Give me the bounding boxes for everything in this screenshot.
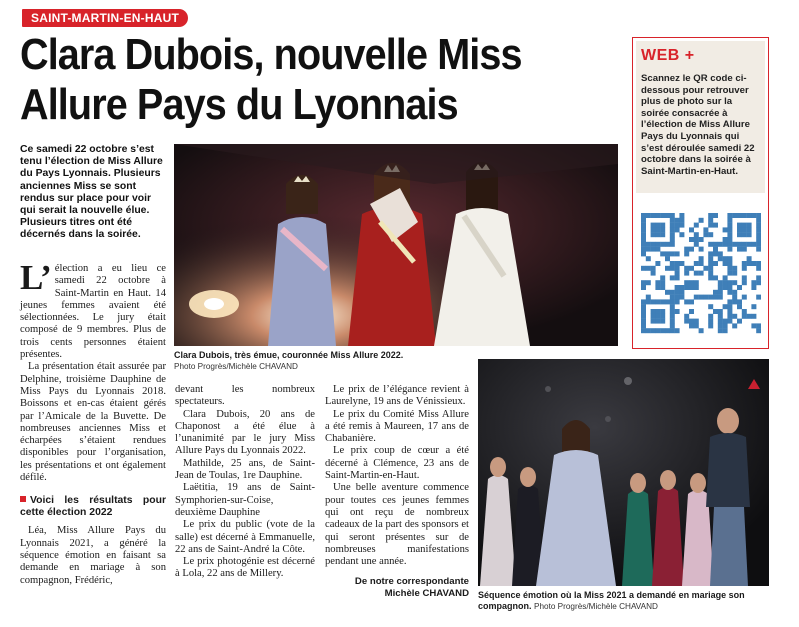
article-column-3 bbox=[325, 384, 469, 599]
headline: Clara Dubois, nouvelle Miss Allure Pays du Lyonnais bbox=[20, 30, 522, 129]
photo-proposal-caption: Séquence émotion où la Miss 2021 a demandé en mariage son compagnon. Photo Progrès/Michèle CHAVAND bbox=[478, 590, 745, 611]
photo-crowning bbox=[174, 144, 618, 346]
web-plus-box bbox=[636, 41, 765, 193]
article-lead: Ce samedi 22 octobre s’est tenu l’élection de Miss Allure du Pays Lyonnais. Plusieurs anciennes Miss se sont rendus sur place pour voir qui serait la nouvelle élue. Plusieurs titres ont été décernés dans la soirée. bbox=[20, 144, 163, 241]
paragraph: Le prix photogénie est décerné à Lola, 22 ans de Millery. bbox=[175, 556, 315, 580]
article-column-2 bbox=[175, 384, 315, 581]
web-plus-text: Scannez le QR code ci-dessous pour retrouver plus de photo sur la soirée consacrée à l’élection de Miss Allure Pays du Lyonnais qui s’est déroulée samedi 22 octobre dans la soirée à Saint-Martin-en-Haut. bbox=[641, 73, 755, 177]
paragraph: La présentation était assurée par Delphine, troisième Dauphine de Miss Pays du Lyonnais 2018. Boissons et en-cas étaient gérés par l’Amicale de la Buvette. De nombreuses anciennes Miss et écharpées s’étaient rendues disponibles pour l’organisation, les présentations et ont également défilé. bbox=[20, 361, 166, 484]
paragraph: devant les nombreux spectateurs. bbox=[175, 384, 315, 408]
results-subhead: Voici les résultats pour cette élection 2022 bbox=[20, 495, 166, 519]
paragraph: Le prix du public (vote de la salle) est décerné à Emmanuelle, 22 ans de Saint-André la Côte. bbox=[175, 519, 315, 555]
photo-proposal bbox=[478, 359, 769, 586]
paragraph: Mathilde, 25 ans, de Saint-Jean de Toulas, 1re Dauphine. bbox=[175, 457, 315, 482]
byline: De notre correspondante Michèle CHAVAND bbox=[354, 576, 469, 599]
paragraph: Le prix coup de cœur a été décerné à Clémence, 23 ans de Saint-Martin-en-Haut. bbox=[325, 445, 469, 482]
dropcap: L’ bbox=[20, 258, 52, 297]
paragraph: Laëtitia, 19 ans de Saint-Symphorien-sur-Coise, deuxième Dauphine bbox=[175, 482, 315, 518]
paragraph: Le prix du Comité Miss Allure a été remis à Maureen, 17 ans de Chabanière. bbox=[325, 408, 469, 445]
article-column-1 bbox=[20, 258, 166, 587]
paragraph: élection a eu lieu ce samedi 22 octobre à Saint-Martin en Haut. 14 jeunes femmes avaient été sélectionnées. Le jury était composé de 9 membres. Plus de trois cents personnes étaient présentes. bbox=[20, 263, 166, 361]
web-plus-title: WEB + bbox=[641, 47, 695, 64]
paragraph: Le prix de l’élégance revient à Laurelyne, 19 ans de Vénissieux. bbox=[325, 384, 469, 408]
paragraph: Clara Dubois, 20 ans de Chaponost a été élue à l’unanimité par le jury Miss Allure Pays du Lyonnais 2022. bbox=[175, 408, 315, 457]
qr-code-icon[interactable] bbox=[641, 206, 761, 340]
web-plus-sidebar bbox=[632, 37, 769, 349]
paragraph: Léa, Miss Allure Pays du Lyonnais 2021, a généré la séquence émotion en faisant sa demande en mariage à son compagnon, Frédéric, bbox=[20, 525, 166, 586]
paragraph: Une belle aventure commence pour toutes ces jeunes femmes qui ont reçu de nombreux cadeaux de la part des sponsors et qui seront présentes sur de nombreuses manifestations pendant une année. bbox=[325, 482, 469, 568]
section-tag: SAINT-MARTIN-EN-HAUT bbox=[22, 9, 188, 27]
photo-crowning-caption: Clara Dubois, très émue, couronnée Miss Allure 2022. Photo Progrès/Michèle CHAVAND bbox=[174, 350, 404, 371]
bullet-square-icon bbox=[20, 496, 26, 502]
